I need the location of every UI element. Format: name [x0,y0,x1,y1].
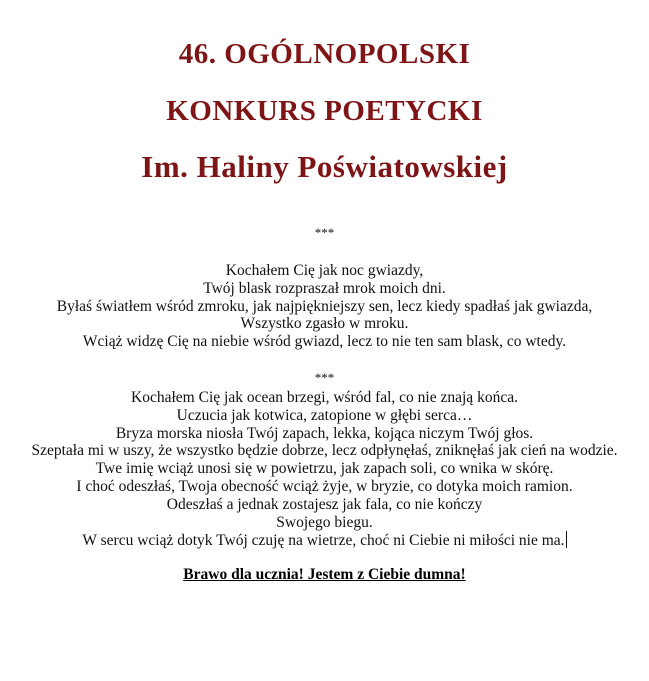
poem-line: Kochałem Cię jak noc gwiazdy, [225,262,424,279]
stanza-separator-2: *** [314,369,335,385]
stanza-separator-1: *** [314,225,335,240]
title-line-1: 46. OGÓLNOPOLSKI [178,38,471,70]
poem-line: Swojego biegu. [276,513,373,531]
poem-line: Twe imię wciąż unosi się w powietrzu, jak zapach soli, co wnika w skórę. [95,460,554,478]
closing-note: Brawo dla ucznia! Jestem z Ciebie dumna! [183,566,466,584]
poem-line: Wszystko zgasło w mroku. [240,315,409,333]
poem-line: Twój blask rozpraszał mrok moich dni. [203,279,446,297]
poem-line: Uczucia jak kotwica, zatopione w głębi serca… [176,406,473,424]
poem-stanza-1 [18,262,631,351]
text-cursor [566,531,567,548]
poem-line-last [18,531,631,550]
title-line-2: KONKURS POETYCKI [166,95,483,127]
poem-line: Odeszłaś a jednak zostajesz jak fala, co nie kończy [166,495,483,513]
closing-wrapper [18,550,631,584]
title-line-3: Im. Haliny Poświatowskiej [141,149,508,184]
poem-line: Wciąż widzę Cię na niebie wśród gwiazd, lecz to nie ten sam blask, co wtedy. [82,333,567,351]
poem-stanza-2 [18,389,631,550]
poem-line: Szeptała mi w uszy, że wszystko będzie dobrze, lecz odpłynęłaś, zniknęłaś jak cień na wodzie. [31,442,618,460]
poem-line: Kochałem Cię jak ocean brzegi, wśród fal, co nie znają końca. [131,388,518,406]
poem-line-last-text: W sercu wciąż dotyk Twój czuję na wietrze, choć ni Ciebie ni miłości nie ma. [82,532,565,550]
poem-line: I choć odeszłaś, Twoja obecność wciąż żyje, w bryzie, co dotyka moich ramion. [76,477,573,495]
poem-line: Bryza morska niosła Twój zapach, lekka, kojąca niczym Twój głos. [115,424,534,442]
poem-line: Byłaś światłem wśród zmroku, jak najpiękniejszy sen, lecz kiedy spadłaś jak gwiazda, [56,297,593,315]
